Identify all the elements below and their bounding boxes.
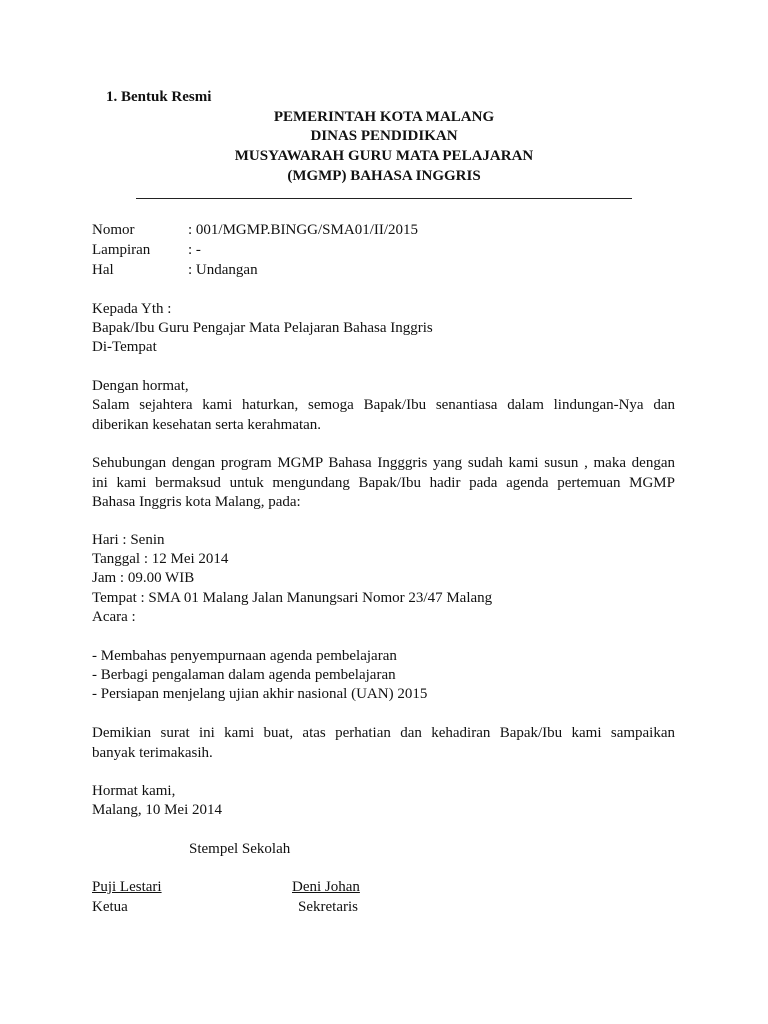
detail-line: Tempat : SMA 01 Malang Jalan Manungsari Nomor 23/47 Malang	[92, 590, 493, 606]
closing-line: banyak terimakasih.	[92, 745, 213, 761]
recipient-line: Di-Tempat	[92, 339, 157, 355]
letterhead-line: MUSYAWARAH GURU MATA PELAJARAN	[234, 148, 534, 164]
body-line: Bahasa Inggris kota Malang, pada:	[92, 494, 301, 510]
greeting-line: Salam sejahtera kami haturkan, semoga Bapak/Ibu senantiasa dalam lindungan-Nya dan	[92, 397, 675, 413]
value: : 001/MGMP.BINGG/SMA01/II/2015	[188, 222, 419, 238]
label: Lampiran	[92, 242, 151, 258]
letterhead-line: PEMERINTAH KOTA MALANG	[273, 109, 495, 125]
meta-hal	[92, 260, 258, 280]
body-line: ini kami bermaksud untuk mengundang Bapak/Ibu hadir pada agenda pertemuan MGMP	[92, 475, 675, 491]
body-line: Sehubungan dengan program MGMP Bahasa Ingggris yang sudah kami susun , maka dengan	[92, 455, 675, 471]
detail-line: Hari : Senin	[92, 532, 165, 548]
value: : Undangan	[188, 262, 258, 278]
label: Nomor	[92, 222, 135, 238]
signatory-name: Puji Lestari	[92, 879, 162, 895]
detail-line: Tanggal : 12 Mei 2014	[92, 551, 229, 567]
greeting-line: Dengan hormat,	[92, 378, 189, 394]
stamp-label: Stempel Sekolah	[189, 841, 291, 857]
closing-line: Demikian surat ini kami buat, atas perhatian dan kehadiran Bapak/Ibu kami sampaikan	[92, 725, 675, 741]
agenda-item: - Persiapan menjelang ujian akhir nasional (UAN) 2015	[92, 686, 428, 702]
agenda-item: - Berbagi pengalaman dalam agenda pembelajaran	[92, 667, 396, 683]
detail-line: Acara :	[92, 609, 136, 625]
signatory-role: Sekretaris	[298, 899, 358, 915]
letterhead-divider	[136, 198, 632, 199]
agenda-item: - Membahas penyempurnaan agenda pembelajaran	[92, 648, 397, 664]
section-heading: 1. Bentuk Resmi	[106, 89, 212, 105]
signoff-line: Malang, 10 Mei 2014	[92, 802, 222, 818]
signatory-role: Ketua	[92, 899, 128, 915]
greeting-line: diberikan kesehatan serta kerahmatan.	[92, 417, 322, 433]
meta-nomor	[92, 220, 418, 240]
value: : -	[188, 242, 201, 258]
detail-line: Jam : 09.00 WIB	[92, 570, 195, 586]
label: Hal	[92, 262, 114, 278]
recipient-line: Kepada Yth :	[92, 301, 172, 317]
letterhead-line: DINAS PENDIDIKAN	[310, 128, 458, 144]
signatory-name: Deni Johan	[292, 879, 360, 895]
recipient-line: Bapak/Ibu Guru Pengajar Mata Pelajaran Bahasa Inggris	[92, 320, 433, 336]
meta-lampiran	[92, 240, 201, 260]
signoff-line: Hormat kami,	[92, 783, 176, 799]
letterhead-line: (MGMP) BAHASA INGGRIS	[287, 168, 481, 184]
